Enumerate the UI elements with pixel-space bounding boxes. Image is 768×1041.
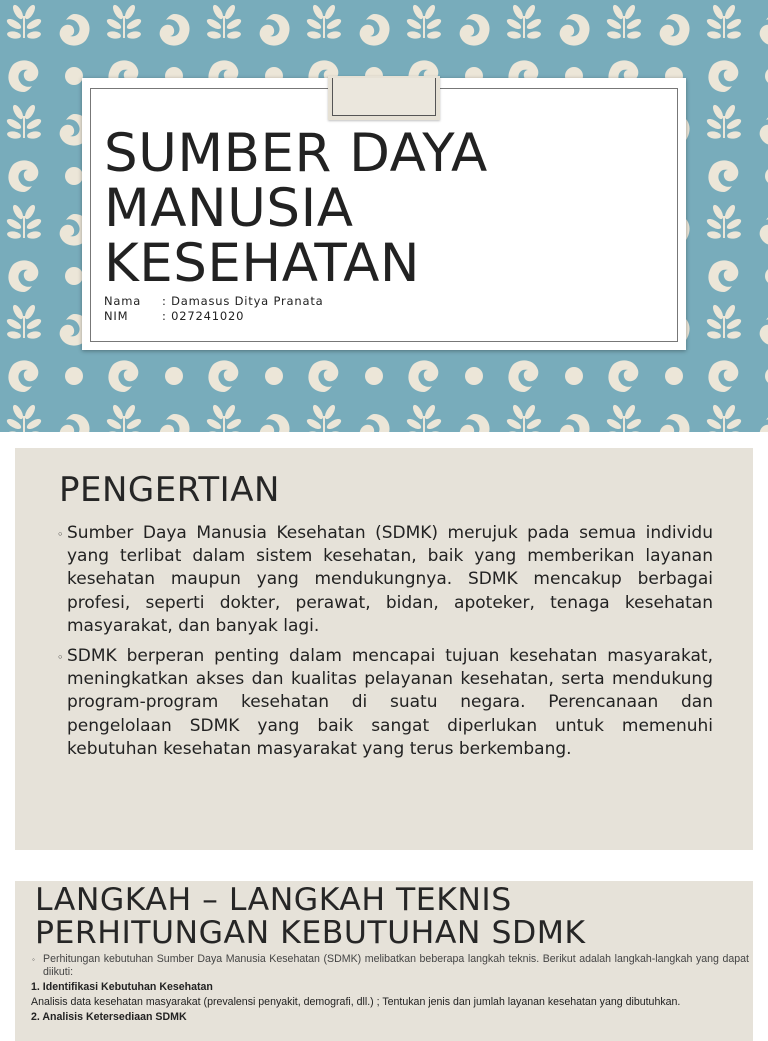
bullet-item xyxy=(59,522,713,638)
bullet-text: SDMK berperan penting dalam mencapai tujuan kesehatan masyarakat, meningkatkan akses dan kualitas pelayanan kesehatan, serta mendukung program-program kesehatan di suatu negara. Perencanaan dan pengelolaan SDMK yang baik sangat diperlukan untuk memenuhi kebutuhan kesehatan masyarakat yang terus berkembang. xyxy=(67,646,713,759)
id-value: : 027241020 xyxy=(162,309,245,323)
bullet-list xyxy=(59,522,713,768)
bullet-text: Sumber Daya Manusia Kesehatan (SDMK) merujuk pada semua individu yang terlibat dalam sistem kesehatan, baik yang memberikan layanan kesehatan maupun yang mendukungnya. SDMK mencakup berbagai profesi, seperti dokter, perawat, bidan, apoteker, tenaga kesehatan masyarakat, dan banyak lagi. xyxy=(67,523,713,636)
title-card-tab xyxy=(328,76,440,120)
bullet-icon: ◦ xyxy=(57,651,64,665)
step-description: Analisis data kesehatan masyarakat (prevalensi penyakit, demografi, dll.) ; Tentukan jenis dan jumlah layanan kesehatan yang dibutuhkan. xyxy=(31,995,681,1008)
heading-line: PERHITUNGAN KEBUTUHAN SDMK xyxy=(35,915,586,951)
author-info xyxy=(104,294,323,324)
step-title: 2. Analisis Ketersediaan SDMK xyxy=(31,1011,187,1023)
id-label: NIM xyxy=(104,309,129,323)
author-value: : Damasus Ditya Pranata xyxy=(162,294,324,308)
title-line: SUMBER DAYA xyxy=(104,123,488,184)
intro-text: Perhitungan kebutuhan Sumber Daya Manusia Kesehatan (SDMK) melibatkan beberapa langkah teknis. Berikut adalah langkah-langkah yang dapat diikuti: xyxy=(43,953,749,978)
steps-slide xyxy=(15,881,753,1041)
author-label: Nama xyxy=(104,294,142,308)
title-card xyxy=(82,78,686,350)
title-line: KESEHATAN xyxy=(104,233,421,294)
slide-heading: PENGERTIAN xyxy=(59,470,280,510)
title-line: MANUSIA xyxy=(104,178,354,239)
steps-body xyxy=(31,953,749,1025)
author-row xyxy=(104,294,323,309)
bullet-icon: ◦ xyxy=(57,528,64,541)
bullet-item xyxy=(59,645,713,761)
step-title: 1. Identifikasi Kebutuhan Kesehatan xyxy=(31,981,213,993)
intro-bullet xyxy=(31,953,749,979)
definition-slide xyxy=(15,448,753,850)
slide-title xyxy=(104,123,488,294)
title-slide xyxy=(0,0,768,432)
bullet-icon: ◦ xyxy=(32,955,35,964)
id-row xyxy=(104,309,323,324)
heading-line: LANGKAH – LANGKAH TEKNIS xyxy=(35,882,512,918)
slide-heading xyxy=(35,884,586,950)
